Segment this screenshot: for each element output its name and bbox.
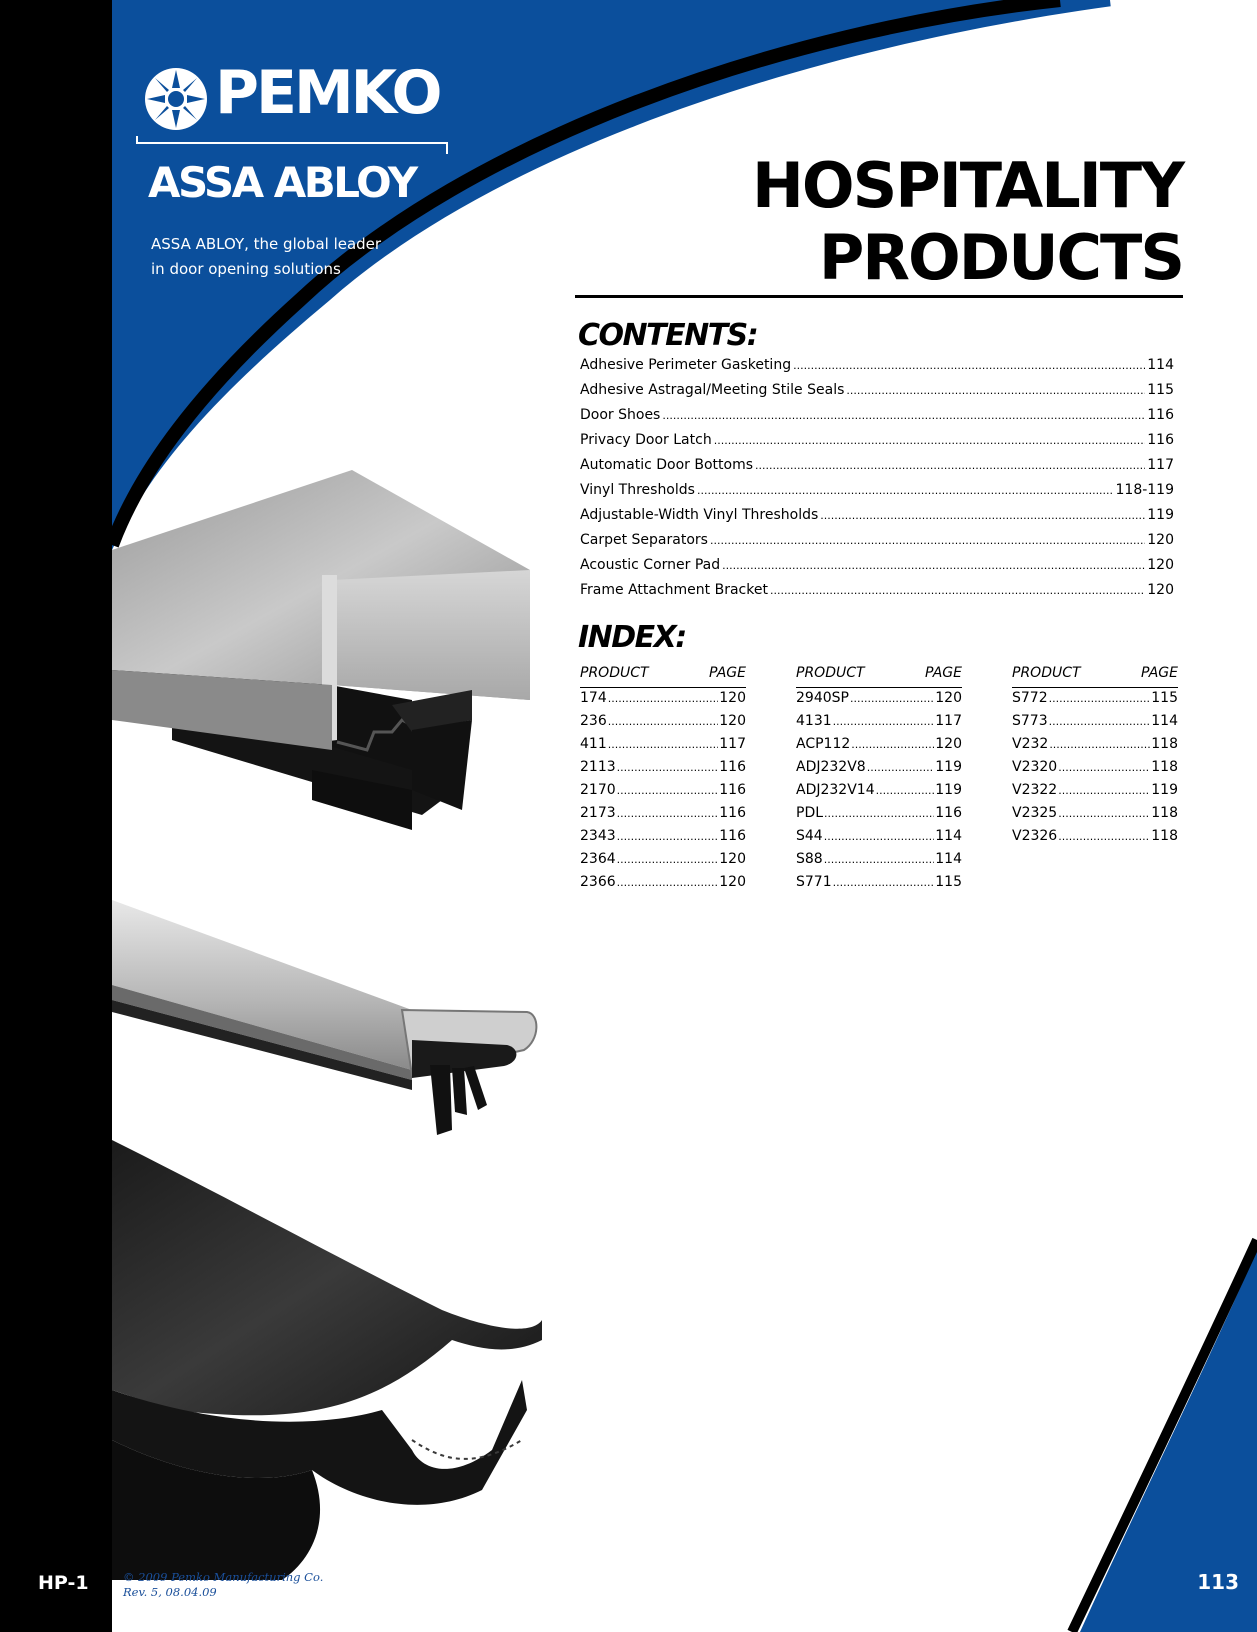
index-page: 114 — [935, 828, 962, 844]
index-product: V2326 — [1012, 828, 1058, 844]
contents-item-label: Door Shoes — [580, 407, 661, 423]
index-page: 120 — [719, 690, 746, 706]
dot-leader — [617, 784, 719, 797]
contents-item-page: 120 — [1147, 557, 1174, 573]
index-row — [796, 805, 962, 828]
contents-item-page: 114 — [1147, 357, 1174, 373]
contents-item-label: Privacy Door Latch — [580, 432, 712, 448]
index-page: 120 — [719, 851, 746, 867]
index-row — [796, 828, 962, 851]
dot-leader — [833, 715, 935, 728]
index-page: 119 — [935, 782, 962, 798]
index-page: 117 — [935, 713, 962, 729]
title-rule — [575, 295, 1183, 298]
dot-leader — [820, 509, 1145, 522]
index-product: 2343 — [580, 828, 616, 844]
index-page: 118 — [1151, 828, 1178, 844]
contents-item-label: Vinyl Thresholds — [580, 482, 695, 498]
index-column-2 — [796, 665, 962, 897]
contents-item-label: Carpet Separators — [580, 532, 708, 548]
brand-tagline — [151, 232, 411, 282]
index-row — [580, 713, 746, 736]
index-page: 116 — [719, 782, 746, 798]
index-product-header: PRODUCT — [796, 665, 865, 681]
contents-list — [580, 357, 1174, 607]
dot-leader — [1058, 830, 1150, 843]
index-heading: INDEX: — [578, 620, 686, 655]
index-column-header — [580, 665, 746, 688]
index-page: 116 — [719, 805, 746, 821]
logo-divider-bracket — [136, 136, 448, 156]
index-page: 116 — [719, 828, 746, 844]
index-row — [580, 851, 746, 874]
dot-leader — [722, 559, 1145, 572]
index-product: S773 — [1012, 713, 1048, 729]
index-product: ACP112 — [796, 736, 851, 752]
tagline-line-1: ASSA ABLOY, the global leader — [151, 235, 382, 253]
index-row — [1012, 713, 1178, 736]
index-page: 118 — [1151, 759, 1178, 775]
index-product: 2170 — [580, 782, 616, 798]
index-product: S771 — [796, 874, 832, 890]
vinyl-threshold-image — [112, 1140, 542, 1580]
title-line-2: PRODUCTS — [818, 221, 1183, 294]
index-page: 114 — [935, 851, 962, 867]
dot-leader — [1058, 807, 1150, 820]
index-column-3 — [1012, 665, 1178, 851]
dot-leader — [617, 830, 719, 843]
section-code: HP-1 — [38, 1572, 89, 1594]
index-row — [1012, 805, 1178, 828]
index-page: 115 — [935, 874, 962, 890]
index-page: 120 — [935, 736, 962, 752]
contents-item — [580, 507, 1174, 532]
contents-item — [580, 432, 1174, 457]
dot-leader — [846, 384, 1145, 397]
contents-item-page: 117 — [1147, 457, 1174, 473]
index-product: 236 — [580, 713, 607, 729]
index-product: S88 — [796, 851, 823, 867]
index-page: 118 — [1151, 805, 1178, 821]
index-product: 2940SP — [796, 690, 849, 706]
index-product: ADJ232V14 — [796, 782, 875, 798]
dot-leader — [617, 853, 719, 866]
index-page-header: PAGE — [708, 665, 746, 681]
assa-abloy-logo: ASSA ABLOY — [148, 158, 416, 207]
contents-item-page: 120 — [1147, 582, 1174, 598]
index-page: 117 — [719, 736, 746, 752]
dot-leader — [755, 459, 1145, 472]
left-black-bar — [0, 0, 112, 1632]
index-row — [1012, 828, 1178, 851]
index-row — [796, 782, 962, 805]
index-row — [796, 690, 962, 713]
index-product: ADJ232V8 — [796, 759, 866, 775]
index-page: 119 — [1151, 782, 1178, 798]
copyright-notice — [123, 1570, 323, 1600]
dot-leader — [824, 807, 934, 820]
dot-leader — [608, 692, 719, 705]
index-column-1 — [580, 665, 746, 897]
dot-leader — [1058, 784, 1150, 797]
contents-item — [580, 457, 1174, 482]
contents-item-label: Automatic Door Bottoms — [580, 457, 754, 473]
index-row — [796, 874, 962, 897]
index-page: 116 — [719, 759, 746, 775]
dot-leader — [1058, 761, 1150, 774]
contents-item — [580, 382, 1174, 407]
copyright-line-1: © 2009 Pemko Manufacturing Co. — [123, 1570, 324, 1584]
index-row — [796, 736, 962, 759]
index-page-header: PAGE — [924, 665, 962, 681]
contents-item-label: Acoustic Corner Pad — [580, 557, 721, 573]
index-product: 174 — [580, 690, 607, 706]
contents-item-page: 119 — [1147, 507, 1174, 523]
page-number: 113 — [1197, 1570, 1239, 1594]
index-page: 116 — [935, 805, 962, 821]
dot-leader — [710, 534, 1145, 547]
contents-item — [580, 407, 1174, 432]
contents-item-page: 120 — [1147, 532, 1174, 548]
index-page: 120 — [935, 690, 962, 706]
page-title — [583, 150, 1183, 294]
revision-line: Rev. 5, 08.04.09 — [123, 1585, 217, 1599]
index-product: S44 — [796, 828, 823, 844]
pemko-wordmark: PEMKO — [215, 58, 440, 128]
index-product: 2364 — [580, 851, 616, 867]
index-product: 4131 — [796, 713, 832, 729]
dot-leader — [714, 434, 1146, 447]
index-product: V232 — [1012, 736, 1049, 752]
dot-leader — [608, 715, 719, 728]
index-product: V2325 — [1012, 805, 1058, 821]
pemko-flower-icon — [143, 66, 209, 132]
index-row — [1012, 782, 1178, 805]
tagline-line-2: in door opening solutions — [151, 260, 341, 278]
index-product: 2113 — [580, 759, 616, 775]
index-column-header — [796, 665, 962, 688]
index-page: 120 — [719, 874, 746, 890]
dot-leader — [617, 807, 719, 820]
index-row — [580, 805, 746, 828]
dot-leader — [662, 409, 1145, 422]
dot-leader — [850, 692, 934, 705]
dot-leader — [1049, 715, 1151, 728]
contents-item — [580, 482, 1174, 507]
contents-item — [580, 532, 1174, 557]
contents-item — [580, 357, 1174, 382]
index-page: 115 — [1151, 690, 1178, 706]
index-page: 118 — [1151, 736, 1178, 752]
dot-leader — [617, 876, 719, 889]
index-row — [796, 713, 962, 736]
contents-item-label: Frame Attachment Bracket — [580, 582, 768, 598]
index-row — [580, 828, 746, 851]
dot-leader — [824, 830, 935, 843]
index-row — [1012, 759, 1178, 782]
title-line-1: HOSPITALITY — [752, 149, 1183, 222]
contents-item-label: Adhesive Astragal/Meeting Stile Seals — [580, 382, 845, 398]
dot-leader — [697, 484, 1114, 497]
contents-item — [580, 582, 1174, 607]
contents-item-label: Adhesive Perimeter Gasketing — [580, 357, 792, 373]
index-product-header: PRODUCT — [580, 665, 649, 681]
dot-leader — [617, 761, 719, 774]
index-row — [580, 759, 746, 782]
contents-item-page: 116 — [1147, 432, 1174, 448]
index-row — [580, 736, 746, 759]
index-product: 2366 — [580, 874, 616, 890]
index-row — [1012, 690, 1178, 713]
dot-leader — [876, 784, 935, 797]
dot-leader — [851, 738, 934, 751]
index-product: 2173 — [580, 805, 616, 821]
index-product: S772 — [1012, 690, 1048, 706]
dot-leader — [793, 359, 1145, 372]
index-product: PDL — [796, 805, 824, 821]
automatic-door-bottom-image — [112, 900, 542, 1150]
index-product: V2322 — [1012, 782, 1058, 798]
dot-leader — [608, 738, 719, 751]
index-column-header — [1012, 665, 1178, 688]
contents-heading: CONTENTS: — [578, 318, 758, 353]
index-page: 119 — [935, 759, 962, 775]
index-row — [796, 759, 962, 782]
index-product: 411 — [580, 736, 607, 752]
door-shoe-product-image — [112, 470, 542, 850]
dot-leader — [824, 853, 935, 866]
dot-leader — [770, 584, 1145, 597]
index-product: V2320 — [1012, 759, 1058, 775]
contents-item-page: 115 — [1147, 382, 1174, 398]
index-row — [580, 874, 746, 897]
index-page: 114 — [1151, 713, 1178, 729]
contents-item-page: 118-119 — [1115, 482, 1174, 498]
contents-item-label: Adjustable-Width Vinyl Thresholds — [580, 507, 819, 523]
index-row — [1012, 736, 1178, 759]
dot-leader — [867, 761, 935, 774]
dot-leader — [1049, 692, 1151, 705]
index-page-header: PAGE — [1140, 665, 1178, 681]
dot-leader — [1049, 738, 1150, 751]
index-page: 120 — [719, 713, 746, 729]
index-row — [796, 851, 962, 874]
index-row — [580, 782, 746, 805]
index-product-header: PRODUCT — [1012, 665, 1081, 681]
contents-item-page: 116 — [1147, 407, 1174, 423]
index-row — [580, 690, 746, 713]
dot-leader — [833, 876, 935, 889]
contents-item — [580, 557, 1174, 582]
